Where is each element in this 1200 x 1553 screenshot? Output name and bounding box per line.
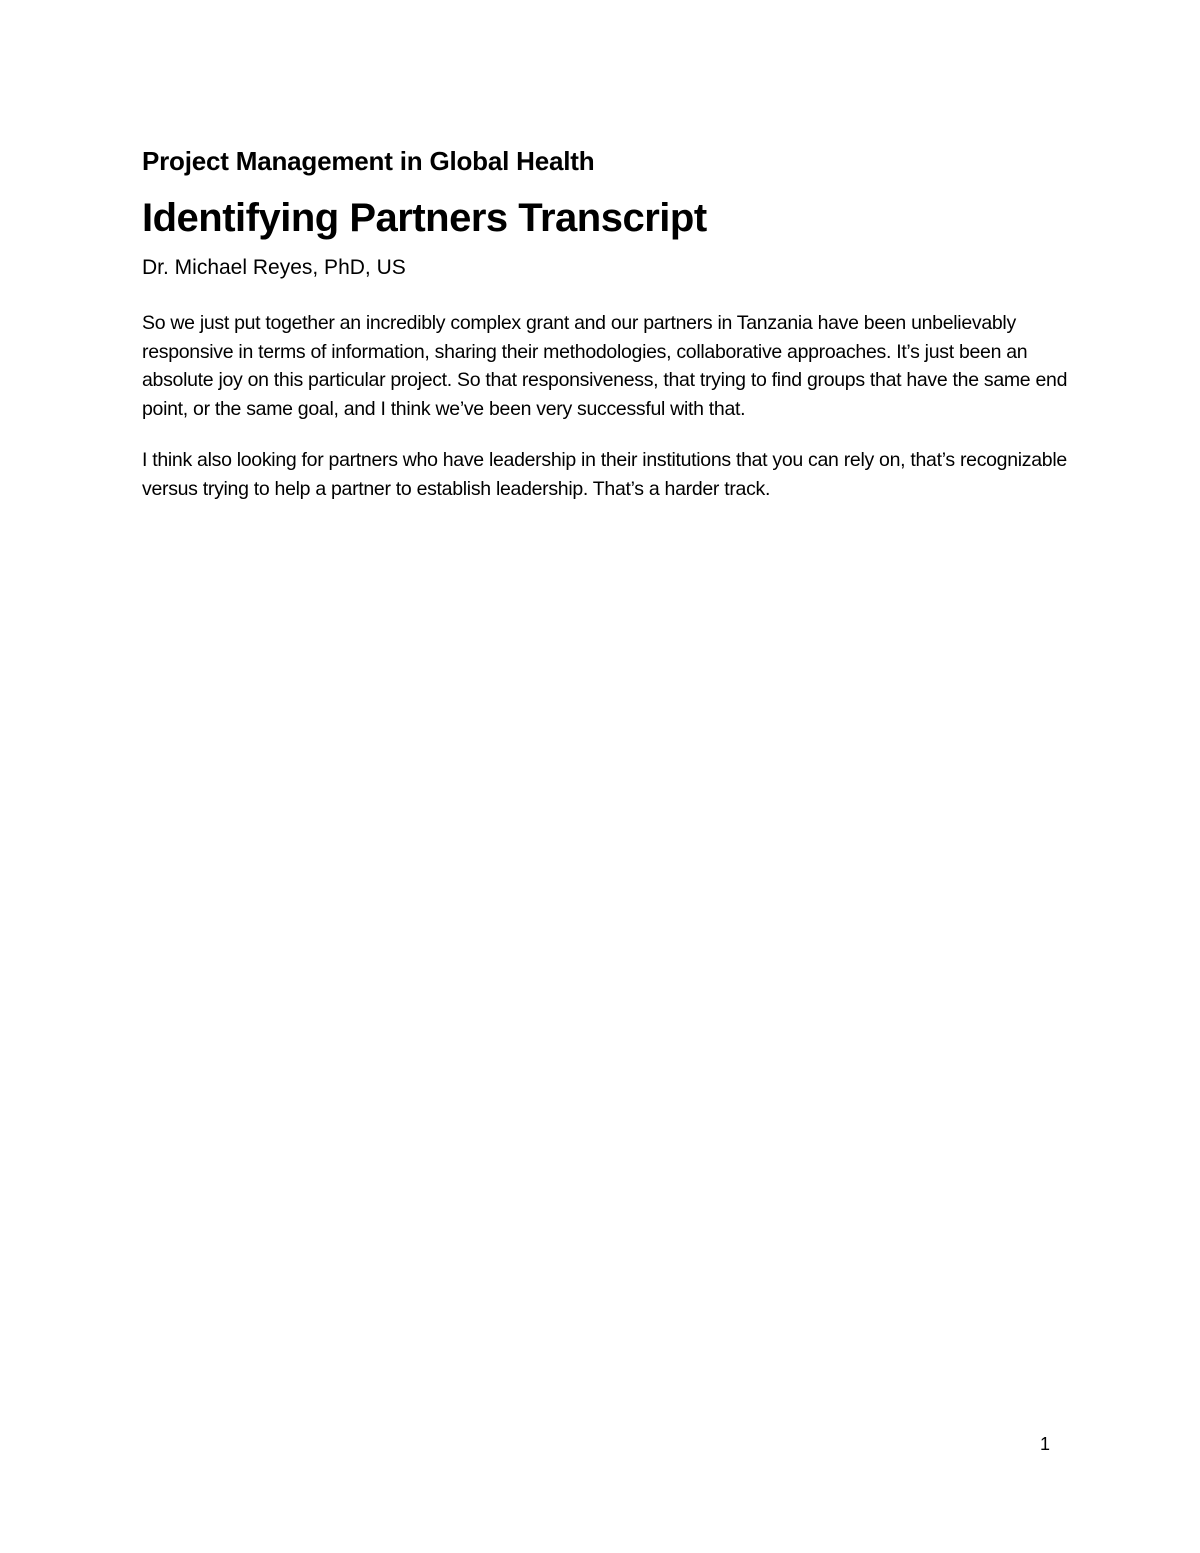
course-title: Project Management in Global Health — [142, 146, 595, 176]
page-number: 1 — [1040, 1434, 1051, 1454]
transcript-paragraph-2: I think also looking for partners who have leadership in their institutions that you can rely on, that’s recognizable versus trying to help a partner to establish leadership. That’s a harder track. — [142, 449, 1067, 500]
author-line: Dr. Michael Reyes, PhD, US — [142, 256, 406, 279]
transcript-paragraph-1: So we just put together an incredibly complex grant and our partners in Tanzania have been unbelievably responsive in terms of information, sharing their methodologies, collaborative approaches. It’s just been an absolute joy on this particular project. So that responsiveness, that trying to find groups that have the same end point, or the same goal, and I think we’ve been very successful with that. — [142, 312, 1068, 420]
document-body — [142, 143, 1072, 526]
document-title: Identifying Partners Transcript — [142, 196, 707, 240]
